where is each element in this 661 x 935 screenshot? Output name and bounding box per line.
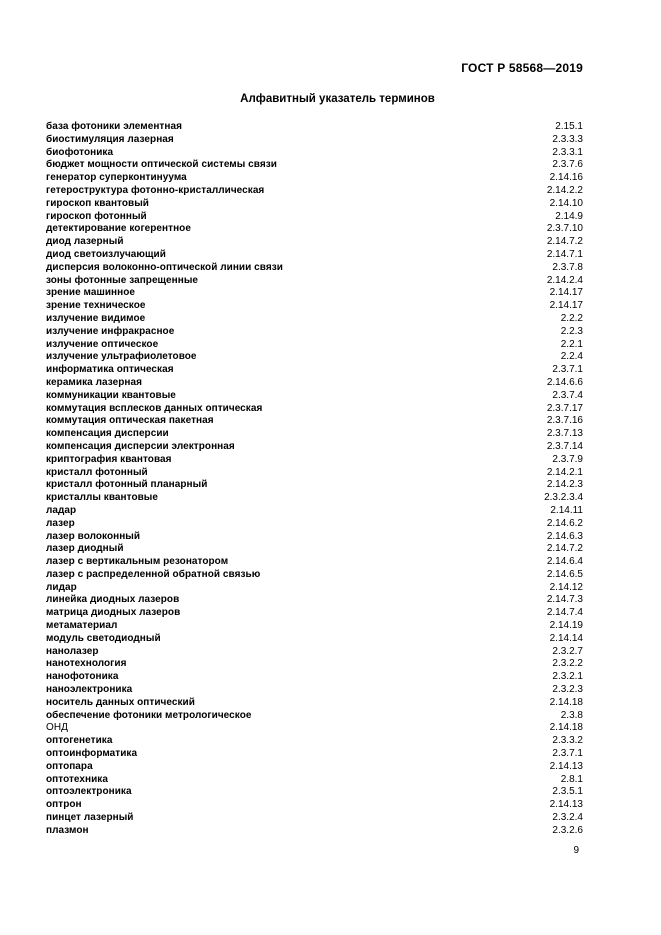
entry-reference: 2.3.7.6 xyxy=(552,159,583,171)
entry-term: гироскоп фотонный xyxy=(46,210,147,222)
entry-term: диод лазерный xyxy=(46,236,124,248)
entry-reference: 2.14.7.4 xyxy=(546,607,583,619)
index-entry xyxy=(46,326,585,339)
entry-term: лазер с вертикальным резонатором xyxy=(46,556,229,568)
entry-term: модуль светодиодный xyxy=(46,632,161,644)
index-entry xyxy=(46,185,585,198)
index-entry xyxy=(46,479,585,492)
entry-term: нанотехнология xyxy=(46,658,127,670)
entry-reference: 2.14.13 xyxy=(549,760,583,772)
entry-term: излучение ультрафиолетовое xyxy=(46,351,197,363)
entry-reference: 2.3.2.4 xyxy=(552,812,583,824)
entry-term: плазмон xyxy=(46,824,89,836)
index-entry xyxy=(46,454,585,467)
entry-reference: 2.3.7.4 xyxy=(552,389,583,401)
entry-term: керамика лазерная xyxy=(46,376,142,388)
index-entry xyxy=(46,543,585,556)
entry-term: бюджет мощности оптической системы связи xyxy=(46,159,277,171)
entry-term: дисперсия волоконно-оптической линии связи xyxy=(46,261,283,273)
entry-term: коммутация оптическая пакетная xyxy=(46,415,214,427)
entry-term: нанолазер xyxy=(46,645,99,657)
index-entry xyxy=(46,518,585,531)
index-entry xyxy=(46,761,585,774)
entry-term: зоны фотонные запрещенные xyxy=(46,274,199,286)
entry-reference: 2.14.11 xyxy=(550,504,583,516)
index-entry xyxy=(46,364,585,377)
entry-reference: 2.2.3 xyxy=(560,325,583,337)
index-entry xyxy=(46,569,585,582)
entry-term: кристаллы квантовые xyxy=(46,492,158,504)
index-entry xyxy=(46,287,585,300)
entry-reference: 2.3.2.3.4 xyxy=(544,492,583,504)
entry-reference: 2.3.7.13 xyxy=(546,428,583,440)
entry-reference: 2.3.2.3 xyxy=(552,684,583,696)
entry-reference: 2.14.18 xyxy=(549,722,583,734)
entry-term: обеспечение фотоники метрологическое xyxy=(46,709,252,721)
entry-term: лидар xyxy=(46,581,77,593)
entry-term: оптоинформатика xyxy=(46,748,138,760)
entry-reference: 2.3.8 xyxy=(560,709,583,721)
entry-term: база фотоники элементная xyxy=(46,121,182,132)
entry-reference: 2.3.7.1 xyxy=(552,364,583,376)
entry-reference: 2.3.7.10 xyxy=(546,223,583,235)
index-entry xyxy=(46,351,585,364)
entry-term: излучение инфракрасное xyxy=(46,325,175,337)
entry-reference: 2.14.6.5 xyxy=(546,568,583,580)
entry-reference: 2.3.2.7 xyxy=(552,645,583,657)
index-entry xyxy=(46,658,585,671)
index-entry xyxy=(46,646,585,659)
entry-reference: 2.3.2.1 xyxy=(552,671,583,683)
term-index-list xyxy=(46,121,585,838)
entry-term: оптоэлектроника xyxy=(46,786,132,798)
index-title: Алфавитный указатель терминов xyxy=(240,93,435,105)
entry-reference: 2.3.7.14 xyxy=(546,440,583,452)
index-entry xyxy=(46,300,585,313)
index-entry xyxy=(46,735,585,748)
entry-term: излучение оптическое xyxy=(46,338,159,350)
entry-reference: 2.14.6.3 xyxy=(546,530,583,542)
entry-reference: 2.3.7.9 xyxy=(552,453,583,465)
entry-reference: 2.15.1 xyxy=(555,121,583,132)
index-entry xyxy=(46,223,585,236)
entry-reference: 2.14.10 xyxy=(549,197,583,209)
index-entry xyxy=(46,428,585,441)
entry-reference: 2.3.5.1 xyxy=(552,786,583,798)
index-entry xyxy=(46,403,585,416)
index-entry xyxy=(46,198,585,211)
index-entry xyxy=(46,159,585,172)
index-entry xyxy=(46,377,585,390)
entry-term: пинцет лазерный xyxy=(46,812,134,824)
index-entry xyxy=(46,211,585,224)
index-entry xyxy=(46,633,585,646)
index-entry xyxy=(46,262,585,275)
standard-code: ГОСТ Р 58568—2019 xyxy=(461,61,583,75)
entry-term: коммуникации квантовые xyxy=(46,389,176,401)
entry-term: компенсация дисперсии электронная xyxy=(46,440,235,452)
entry-reference: 2.14.18 xyxy=(549,696,583,708)
entry-term: детектирование когерентное xyxy=(46,223,191,235)
entry-term: гироскоп квантовый xyxy=(46,197,149,209)
entry-reference: 2.14.2.3 xyxy=(546,479,583,491)
index-entry xyxy=(46,339,585,352)
entry-reference: 2.3.3.2 xyxy=(552,735,583,747)
index-entry xyxy=(46,671,585,684)
entry-term: оптопара xyxy=(46,760,93,772)
entry-reference: 2.14.12 xyxy=(549,581,583,593)
index-entry xyxy=(46,275,585,288)
entry-term: гетероструктура фотонно-кристаллическая xyxy=(46,184,265,196)
entry-term: оптотехника xyxy=(46,773,108,785)
entry-term: лазер диодный xyxy=(46,543,124,555)
index-entry xyxy=(46,249,585,262)
entry-reference: 2.14.7.1 xyxy=(546,248,583,260)
index-entry xyxy=(46,748,585,761)
entry-term: биостимуляция лазерная xyxy=(46,133,174,145)
entry-term: носитель данных оптический xyxy=(46,696,195,708)
entry-term: коммутация всплесков данных оптическая xyxy=(46,402,263,414)
entry-term: биофотоника xyxy=(46,146,114,158)
entry-term: оптогенетика xyxy=(46,735,113,747)
entry-term: лазер волоконный xyxy=(46,530,141,542)
index-entry xyxy=(46,697,585,710)
entry-term: излучение видимое xyxy=(46,312,146,324)
entry-reference: 2.14.14 xyxy=(549,632,583,644)
entry-reference: 2.3.3.1 xyxy=(552,146,583,158)
entry-reference: 2.14.7.2 xyxy=(546,543,583,555)
entry-reference: 2.14.19 xyxy=(549,620,583,632)
entry-reference: 2.3.3.3 xyxy=(552,133,583,145)
entry-reference: 2.14.9 xyxy=(555,210,583,222)
entry-reference: 2.3.7.1 xyxy=(552,748,583,760)
entry-reference: 2.3.2.6 xyxy=(552,824,583,836)
entry-term: лазер xyxy=(46,517,75,529)
index-entry xyxy=(46,594,585,607)
page-number: 9 xyxy=(573,845,579,856)
entry-reference: 2.14.2.1 xyxy=(546,466,583,478)
index-entry xyxy=(46,441,585,454)
index-entry xyxy=(46,415,585,428)
index-entry xyxy=(46,147,585,160)
entry-reference: 2.14.7.2 xyxy=(546,236,583,248)
entry-reference: 2.14.6.6 xyxy=(546,376,583,388)
index-entry xyxy=(46,825,585,838)
entry-reference: 2.14.17 xyxy=(549,300,583,312)
entry-reference: 2.14.16 xyxy=(549,172,583,184)
entry-reference: 2.3.7.8 xyxy=(552,261,583,273)
index-entry xyxy=(46,236,585,249)
index-entry xyxy=(46,774,585,787)
index-entry xyxy=(46,812,585,825)
entry-reference: 2.14.7.3 xyxy=(546,594,583,606)
entry-reference: 2.14.17 xyxy=(549,287,583,299)
entry-reference: 2.3.7.16 xyxy=(546,415,583,427)
index-entry xyxy=(46,121,585,134)
index-entry xyxy=(46,786,585,799)
entry-term: кристалл фотонный планарный xyxy=(46,479,208,491)
index-entry xyxy=(46,799,585,812)
entry-reference: 2.8.1 xyxy=(560,773,583,785)
index-entry xyxy=(46,492,585,505)
index-entry xyxy=(46,722,585,735)
entry-term: кристалл фотонный xyxy=(46,466,148,478)
entry-term: генератор суперконтинуума xyxy=(46,172,187,184)
entry-reference: 2.14.2.2 xyxy=(546,184,583,196)
entry-term: нанофотоника xyxy=(46,671,119,683)
entry-term: зрение техническое xyxy=(46,300,146,312)
entry-reference: 2.2.1 xyxy=(560,338,583,350)
entry-term: диод светоизлучающий xyxy=(46,248,166,260)
entry-term: криптография квантовая xyxy=(46,453,172,465)
index-entry xyxy=(46,390,585,403)
entry-reference: 2.2.2 xyxy=(560,312,583,324)
entry-term: зрение машинное xyxy=(46,287,135,299)
index-entry xyxy=(46,556,585,569)
entry-reference: 2.14.13 xyxy=(549,799,583,811)
index-entry xyxy=(46,313,585,326)
index-entry xyxy=(46,505,585,518)
entry-term: наноэлектроника xyxy=(46,684,133,696)
index-entry xyxy=(46,467,585,480)
index-entry xyxy=(46,620,585,633)
entry-term: компенсация дисперсии xyxy=(46,428,169,440)
entry-term: оптрон xyxy=(46,799,82,811)
entry-term: метаматериал xyxy=(46,620,118,632)
index-entry xyxy=(46,531,585,544)
entry-reference: 2.14.6.2 xyxy=(546,517,583,529)
index-entry xyxy=(46,134,585,147)
entry-reference: 2.2.4 xyxy=(560,351,583,363)
index-entry xyxy=(46,172,585,185)
entry-term: ОНД xyxy=(46,722,68,734)
index-entry xyxy=(46,582,585,595)
entry-reference: 2.3.2.2 xyxy=(552,658,583,670)
entry-reference: 2.14.6.4 xyxy=(546,556,583,568)
entry-term: ладар xyxy=(46,504,77,516)
index-entry xyxy=(46,684,585,697)
entry-reference: 2.14.2.4 xyxy=(546,274,583,286)
index-entry xyxy=(46,607,585,620)
entry-term: информатика оптическая xyxy=(46,364,174,376)
entry-reference: 2.3.7.17 xyxy=(546,402,583,414)
entry-term: лазер с распределенной обратной связью xyxy=(46,568,261,580)
index-entry xyxy=(46,710,585,723)
entry-term: матрица диодных лазеров xyxy=(46,607,181,619)
entry-term: линейка диодных лазеров xyxy=(46,594,180,606)
